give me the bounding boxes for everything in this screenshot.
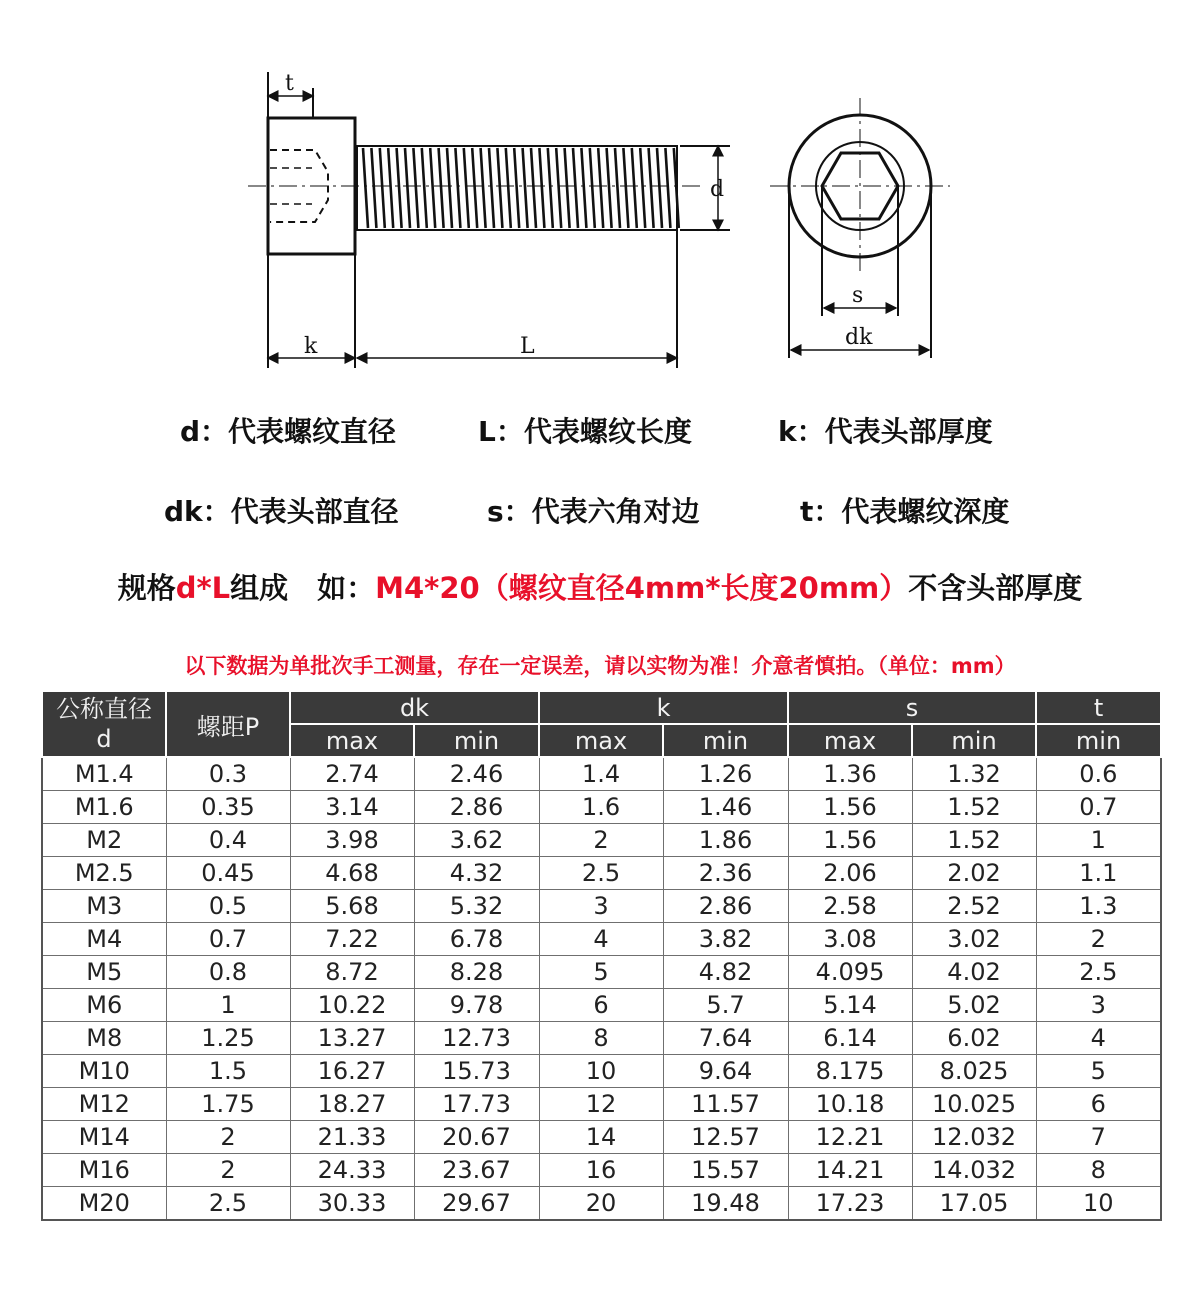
table-cell: 1.1	[1036, 857, 1161, 890]
spec-suffix: 不含头部厚度	[908, 571, 1083, 605]
table-cell: 1.3	[1036, 890, 1161, 923]
thread-line	[514, 148, 519, 228]
table-cell: 10.025	[912, 1088, 1036, 1121]
thread-line	[565, 148, 570, 228]
thread-line	[388, 148, 393, 228]
table-cell: 4.32	[414, 857, 539, 890]
table-cell: 1	[1036, 824, 1161, 857]
thread-line	[439, 148, 444, 228]
dim-label-t: t	[285, 71, 294, 96]
header-pitch: 螺距P	[166, 691, 290, 757]
table-cell: 21.33	[290, 1121, 414, 1154]
table-cell: 2	[1036, 923, 1161, 956]
thread-line	[464, 148, 469, 228]
table-cell: 1.32	[912, 757, 1036, 791]
table-cell: 1.5	[166, 1055, 290, 1088]
header-dk-max: max	[290, 724, 414, 757]
dim-label-L: L	[520, 334, 535, 359]
table-cell: 2.36	[663, 857, 788, 890]
header-nominal-diameter	[42, 691, 166, 757]
table-body	[42, 757, 1161, 1220]
spec-middle: 组成 如：	[230, 571, 376, 605]
table-cell: 12	[539, 1088, 663, 1121]
table-cell: 1.25	[166, 1022, 290, 1055]
table-cell: 1.36	[788, 757, 912, 791]
table-cell: 0.35	[166, 791, 290, 824]
table-cell: 2	[166, 1121, 290, 1154]
table-cell: 17.23	[788, 1187, 912, 1221]
table-cell: 1	[166, 989, 290, 1022]
side-view	[248, 72, 730, 368]
dim-label-k: k	[304, 334, 318, 359]
table-cell: 2.52	[912, 890, 1036, 923]
table-cell: M20	[42, 1187, 166, 1221]
table-cell: 2.5	[1036, 956, 1161, 989]
table-cell: 23.67	[414, 1154, 539, 1187]
table-cell: 19.48	[663, 1187, 788, 1221]
table-cell: 5.68	[290, 890, 414, 923]
table-cell: 0.8	[166, 956, 290, 989]
table-row	[42, 1055, 1161, 1088]
thread-line	[665, 148, 670, 228]
table-cell: 3.02	[912, 923, 1036, 956]
table-cell: 7	[1036, 1121, 1161, 1154]
thread-line	[632, 148, 637, 228]
table-cell: 2.46	[414, 757, 539, 791]
thread-line	[405, 148, 410, 228]
thread-line	[657, 148, 662, 228]
table-cell: M12	[42, 1088, 166, 1121]
thread-line	[556, 148, 561, 228]
table-cell: 3	[539, 890, 663, 923]
table-cell: 0.7	[166, 923, 290, 956]
table-cell: 4.095	[788, 956, 912, 989]
table-cell: 5.7	[663, 989, 788, 1022]
table-cell: 10.18	[788, 1088, 912, 1121]
thread-line	[531, 148, 536, 228]
table-cell: 8	[1036, 1154, 1161, 1187]
table-cell: 2.06	[788, 857, 912, 890]
header-k-min: min	[663, 724, 788, 757]
table-cell: 11.57	[663, 1088, 788, 1121]
thread-line	[649, 148, 654, 228]
table-cell: 16	[539, 1154, 663, 1187]
table-cell: 0.7	[1036, 791, 1161, 824]
table-cell: 0.5	[166, 890, 290, 923]
table-cell: M3	[42, 890, 166, 923]
table-cell: 1.75	[166, 1088, 290, 1121]
table-cell: M5	[42, 956, 166, 989]
table-row	[42, 956, 1161, 989]
table-cell: 14	[539, 1121, 663, 1154]
table-cell: 2.02	[912, 857, 1036, 890]
thread-line	[481, 148, 486, 228]
table-cell: 20	[539, 1187, 663, 1221]
table-cell: 12.032	[912, 1121, 1036, 1154]
thread-line	[447, 148, 452, 228]
table-cell: 4	[1036, 1022, 1161, 1055]
table-cell: 8	[539, 1022, 663, 1055]
thread-line	[607, 148, 612, 228]
table-row	[42, 1121, 1161, 1154]
table-cell: 7.64	[663, 1022, 788, 1055]
table-row	[42, 757, 1161, 791]
thread-line	[397, 148, 402, 228]
table-cell: M4	[42, 923, 166, 956]
table-row	[42, 791, 1161, 824]
table-cell: M10	[42, 1055, 166, 1088]
table-cell: 1.46	[663, 791, 788, 824]
header-s-min: min	[912, 724, 1036, 757]
header-t-min: min	[1036, 724, 1161, 757]
thread-line	[363, 148, 368, 228]
header-nominal-line2: d	[96, 725, 112, 753]
table-cell: 4.02	[912, 956, 1036, 989]
table-cell: 3.62	[414, 824, 539, 857]
table-row	[42, 1022, 1161, 1055]
table-cell: 2	[539, 824, 663, 857]
table-cell: 2.86	[663, 890, 788, 923]
legend-s: s：代表六角对边	[487, 495, 700, 528]
table-cell: 1.56	[788, 791, 912, 824]
dim-label-d: d	[710, 177, 725, 202]
table-cell: 9.64	[663, 1055, 788, 1088]
dim-label-dk: dk	[845, 325, 873, 350]
table-cell: 14.032	[912, 1154, 1036, 1187]
table-cell: 2	[166, 1154, 290, 1187]
table-cell: 10	[1036, 1187, 1161, 1221]
table-cell: 7.22	[290, 923, 414, 956]
table-cell: 1.52	[912, 824, 1036, 857]
legend-k: k：代表头部厚度	[778, 415, 993, 448]
table-cell: 6.02	[912, 1022, 1036, 1055]
table-cell: 17.73	[414, 1088, 539, 1121]
dim-label-s: s	[852, 283, 864, 308]
table-cell: 0.6	[1036, 757, 1161, 791]
thread-line	[598, 148, 603, 228]
table-cell: 5.02	[912, 989, 1036, 1022]
table-cell: 1.52	[912, 791, 1036, 824]
measurement-note: 以下数据为单批次手工测量，存在一定误差，请以实物为准！介意者慎拍。（单位：mm）	[184, 654, 1016, 678]
table-cell: 3	[1036, 989, 1161, 1022]
table-cell: M1.6	[42, 791, 166, 824]
spec-prefix: 规格	[117, 571, 176, 605]
table-cell: M2.5	[42, 857, 166, 890]
header-group-k: k	[539, 691, 788, 724]
thread-line	[523, 148, 528, 228]
table-row	[42, 857, 1161, 890]
table-cell: 15.57	[663, 1154, 788, 1187]
table-cell: 10	[539, 1055, 663, 1088]
table-cell: 12.21	[788, 1121, 912, 1154]
table-cell: 8.72	[290, 956, 414, 989]
table-cell: 17.05	[912, 1187, 1036, 1221]
table-cell: M1.4	[42, 757, 166, 791]
table-cell: 0.3	[166, 757, 290, 791]
thread-line	[640, 148, 645, 228]
thread-line	[548, 148, 553, 228]
legend-d: d：代表螺纹直径	[180, 415, 397, 448]
table-cell: 16.27	[290, 1055, 414, 1088]
table-cell: 9.78	[414, 989, 539, 1022]
table-cell: 6	[539, 989, 663, 1022]
spec-line	[0, 566, 1200, 607]
table-cell: 4	[539, 923, 663, 956]
header-dk-min: min	[414, 724, 539, 757]
table-cell: M16	[42, 1154, 166, 1187]
thread-line	[573, 148, 578, 228]
table-cell: 0.4	[166, 824, 290, 857]
thread-line	[623, 148, 628, 228]
table-row	[42, 1088, 1161, 1121]
table-cell: 1.56	[788, 824, 912, 857]
table-cell: 6.78	[414, 923, 539, 956]
table-cell: 12.73	[414, 1022, 539, 1055]
table-row	[42, 1187, 1161, 1221]
table-cell: 30.33	[290, 1187, 414, 1221]
thread-line	[590, 148, 595, 228]
thread-line	[413, 148, 418, 228]
header-s-max: max	[788, 724, 912, 757]
table-cell: M8	[42, 1022, 166, 1055]
header-k-max: max	[539, 724, 663, 757]
header-group-dk: dk	[290, 691, 539, 724]
screw-technical-drawing	[0, 0, 1200, 390]
table-row	[42, 1154, 1161, 1187]
thread-line	[380, 148, 385, 228]
spec-formula: d*L	[175, 571, 231, 605]
thread-line	[506, 148, 511, 228]
header-group-t: t	[1036, 691, 1161, 724]
thread-line	[472, 148, 477, 228]
table-cell: 5.32	[414, 890, 539, 923]
table-cell: 5	[539, 956, 663, 989]
spec-table	[41, 690, 1162, 1221]
table-cell: 2.58	[788, 890, 912, 923]
table-cell: 20.67	[414, 1121, 539, 1154]
end-view	[770, 98, 950, 358]
table-cell: 14.21	[788, 1154, 912, 1187]
table-cell: 3.98	[290, 824, 414, 857]
table-cell: 4.68	[290, 857, 414, 890]
table-cell: 12.57	[663, 1121, 788, 1154]
table-cell: M14	[42, 1121, 166, 1154]
table-cell: 3.08	[788, 923, 912, 956]
table-cell: 18.27	[290, 1088, 414, 1121]
thread-line	[422, 148, 427, 228]
header-nominal-line1: 公称直径	[56, 695, 152, 723]
thread-line	[539, 148, 544, 228]
table-cell: 5	[1036, 1055, 1161, 1088]
legend-dk: dk：代表头部直径	[164, 495, 399, 528]
table-cell: 2.86	[414, 791, 539, 824]
table-cell: 2.5	[539, 857, 663, 890]
table-cell: M6	[42, 989, 166, 1022]
table-row	[42, 989, 1161, 1022]
table-cell: 8.175	[788, 1055, 912, 1088]
table-cell: 8.28	[414, 956, 539, 989]
table-cell: 1.6	[539, 791, 663, 824]
table-cell: 6.14	[788, 1022, 912, 1055]
table-cell: 29.67	[414, 1187, 539, 1221]
thread-line	[430, 148, 435, 228]
table-cell: 24.33	[290, 1154, 414, 1187]
table-cell: 0.45	[166, 857, 290, 890]
table-cell: M2	[42, 824, 166, 857]
spec-example: M4*20（螺纹直径4mm*长度20mm）	[375, 571, 909, 605]
table-cell: 1.4	[539, 757, 663, 791]
legend-L: L：代表螺纹长度	[478, 415, 692, 448]
table-cell: 13.27	[290, 1022, 414, 1055]
thread-line	[581, 148, 586, 228]
table-row	[42, 890, 1161, 923]
table-cell: 1.86	[663, 824, 788, 857]
thread-line	[455, 148, 460, 228]
thread-line	[497, 148, 502, 228]
table-cell: 1.26	[663, 757, 788, 791]
thread-line	[615, 148, 620, 228]
table-cell: 2.74	[290, 757, 414, 791]
thread-line	[371, 148, 376, 228]
header-group-s: s	[788, 691, 1036, 724]
thread-line	[489, 148, 494, 228]
table-cell: 2.5	[166, 1187, 290, 1221]
table-row	[42, 824, 1161, 857]
table-cell: 5.14	[788, 989, 912, 1022]
table-cell: 8.025	[912, 1055, 1036, 1088]
legend-t: t：代表螺纹深度	[800, 495, 1010, 528]
table-cell: 6	[1036, 1088, 1161, 1121]
table-cell: 3.82	[663, 923, 788, 956]
table-cell: 10.22	[290, 989, 414, 1022]
table-cell: 3.14	[290, 791, 414, 824]
table-cell: 4.82	[663, 956, 788, 989]
table-row	[42, 923, 1161, 956]
table-cell: 15.73	[414, 1055, 539, 1088]
